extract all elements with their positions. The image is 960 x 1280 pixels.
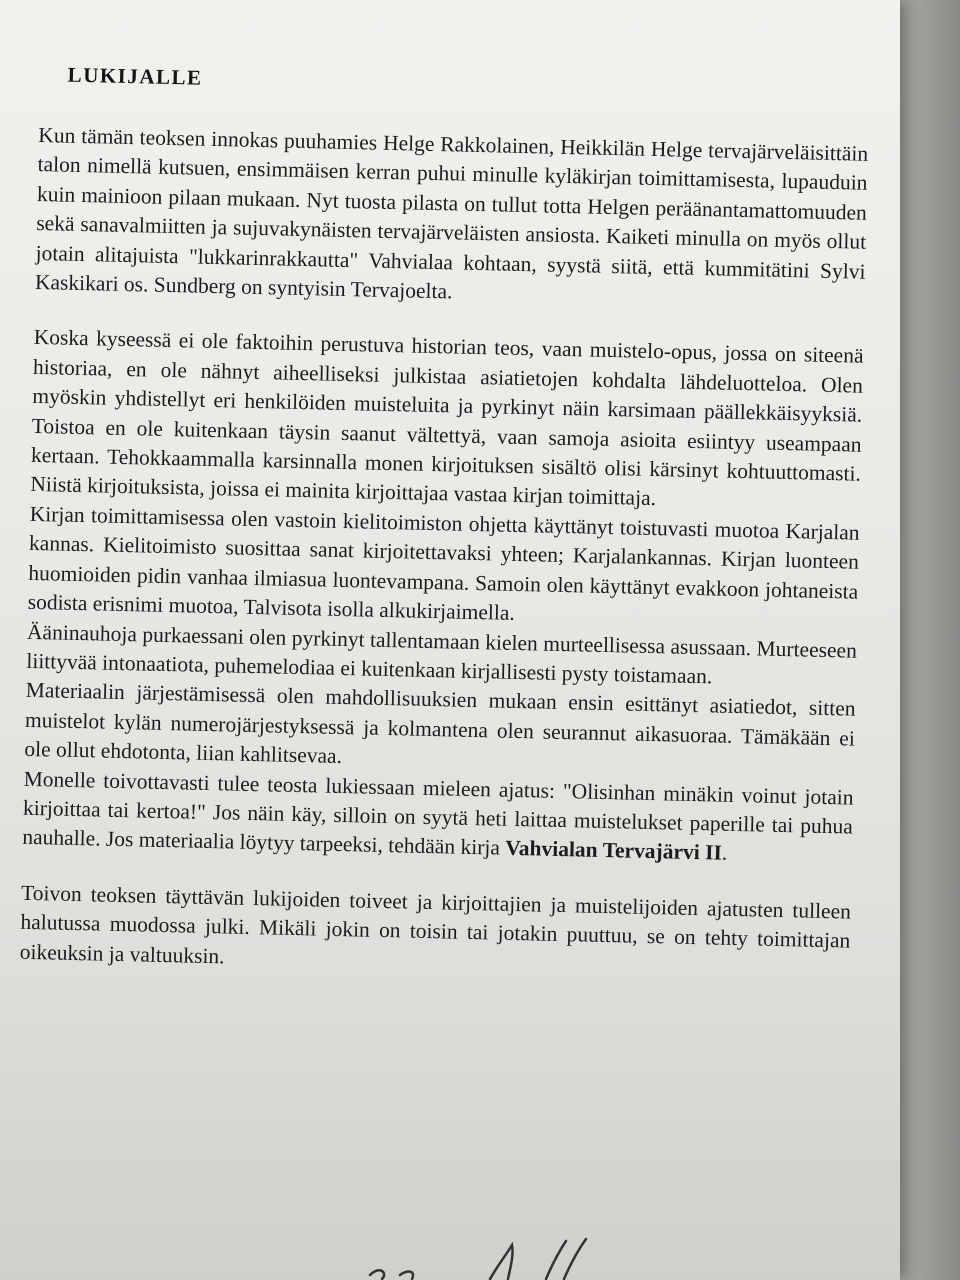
book-title-emphasis: Vahvialan Tervajärvi II bbox=[504, 836, 723, 866]
paragraph-language: Kirjan toimittamisessa olen vastoin kielitoimiston ohjetta käyttänyt toistuvasti muotoa Karjalan kannas. Kielitoimisto suosittaa sanat kirjoitettavaksi yhteen; Karjalankannas. Kirjan luonteen huomioiden pidin vanhaa ilmiasua luontevampana. Samoin olen käyttänyt evakkoon johtaneista sodista erisnimi muotoa, Talvisota isolla alkukirjaimella. bbox=[27, 501, 860, 626]
paragraph-recordings: Ääninauhoja purkaessani olen pyrkinyt tallentamaan kielen murteellisessa asussaan. Murteeseen liittyvää intonaatiota, puhemelodiaa ei kuitenkaan kirjallisesti pysty toistamaan. bbox=[26, 619, 858, 689]
page-edge-shadow bbox=[900, 0, 960, 1280]
paragraph-sources: Koska kyseessä ei ole faktoihin perustuva historian teos, vaan muistelo-opus, jossa on siteenä historiaa, en ole nähnyt aiheelliseksi julkistaa asiatietojen kohdalta lähdeluotteloa. Olen myöskin yhdistellyt eri henkilöiden muisteluita ja pyrkinyt näin karsimaan päällekkäisyyksiä. Toistoa en ole kuitenkaan täysin saanut vältettyä, vaan samoja asioita esiintyy useampaan kertaan. Tehokkaammalla karsinnalla monen kirjoituksen sisältö olisi kärsinyt kohtuuttomasti. Niistä kirjoituksista, joissa ei mainita kirjoittajaa vastaa kirjan toimittaja. bbox=[30, 325, 864, 511]
page-title: LUKIJALLE bbox=[67, 62, 203, 90]
document-content bbox=[19, 62, 869, 986]
paragraph-intro: Kun tämän teoksen innokas puuhamies Helge Rakkolainen, Heikkilän Helge tervajärveläisittäin talon nimellä kutsuen, ensimmäisen kerran puhui minulle kyläkirjan toimittamisesta, lupauduin kuin mainioon pilaan mukaan. Nyt tuosta pilasta on tullut totta Helgen peräänantamattomuuden sekä sanavalmiitten ja sujuvakynäisten tervajärveläisten ansiosta. Kaiketi minulla on myös ollut jotain alitajuista "lukkarinrakkautta" Vahvialaa kohtaan, syystä siitä, että kummitätini Sylvi Kaskikari os. Sundberg on syntyisin Tervajoelta. bbox=[34, 122, 869, 304]
paragraph-invitation bbox=[22, 764, 854, 871]
paragraph-invitation-text: Monelle toivottavasti tulee teosta lukiessaan mieleen ajatus: "Olisinhan minäkin voinut jotain kirjoittaa tai kertoa!" Jos näin käy, silloin on syytä heti laittaa muistelukset paperille tai puhua nauhalle. Jos materiaalia löytyy tarpeeksi, tehdään kirja bbox=[22, 766, 854, 861]
paragraph-arrangement: Materiaalin järjestämisessä olen mahdollisuuksien mukaan ensin esittänyt asiatiedot, sitten muistelot kylän numerojärjestyksessä ja kolmantena olen seurannut aikasuoraa. Tämäkään ei ole ollut ehdotonta, liian kahlitsevaa. bbox=[24, 678, 856, 769]
paragraph-closing: Toivon teoksen täyttävän lukijoiden toiveet ja kirjoittajien ja muistelijoiden ajatusten tulleen halutussa muodossa julki. Mikäli jokin on toisin tai jotakin puuttuu, se on tehty toimittajan oikeuksin ja valtuuksin. bbox=[19, 880, 852, 968]
paragraph-invitation-tail: . bbox=[721, 841, 728, 866]
handwritten-signature bbox=[360, 1235, 620, 1280]
